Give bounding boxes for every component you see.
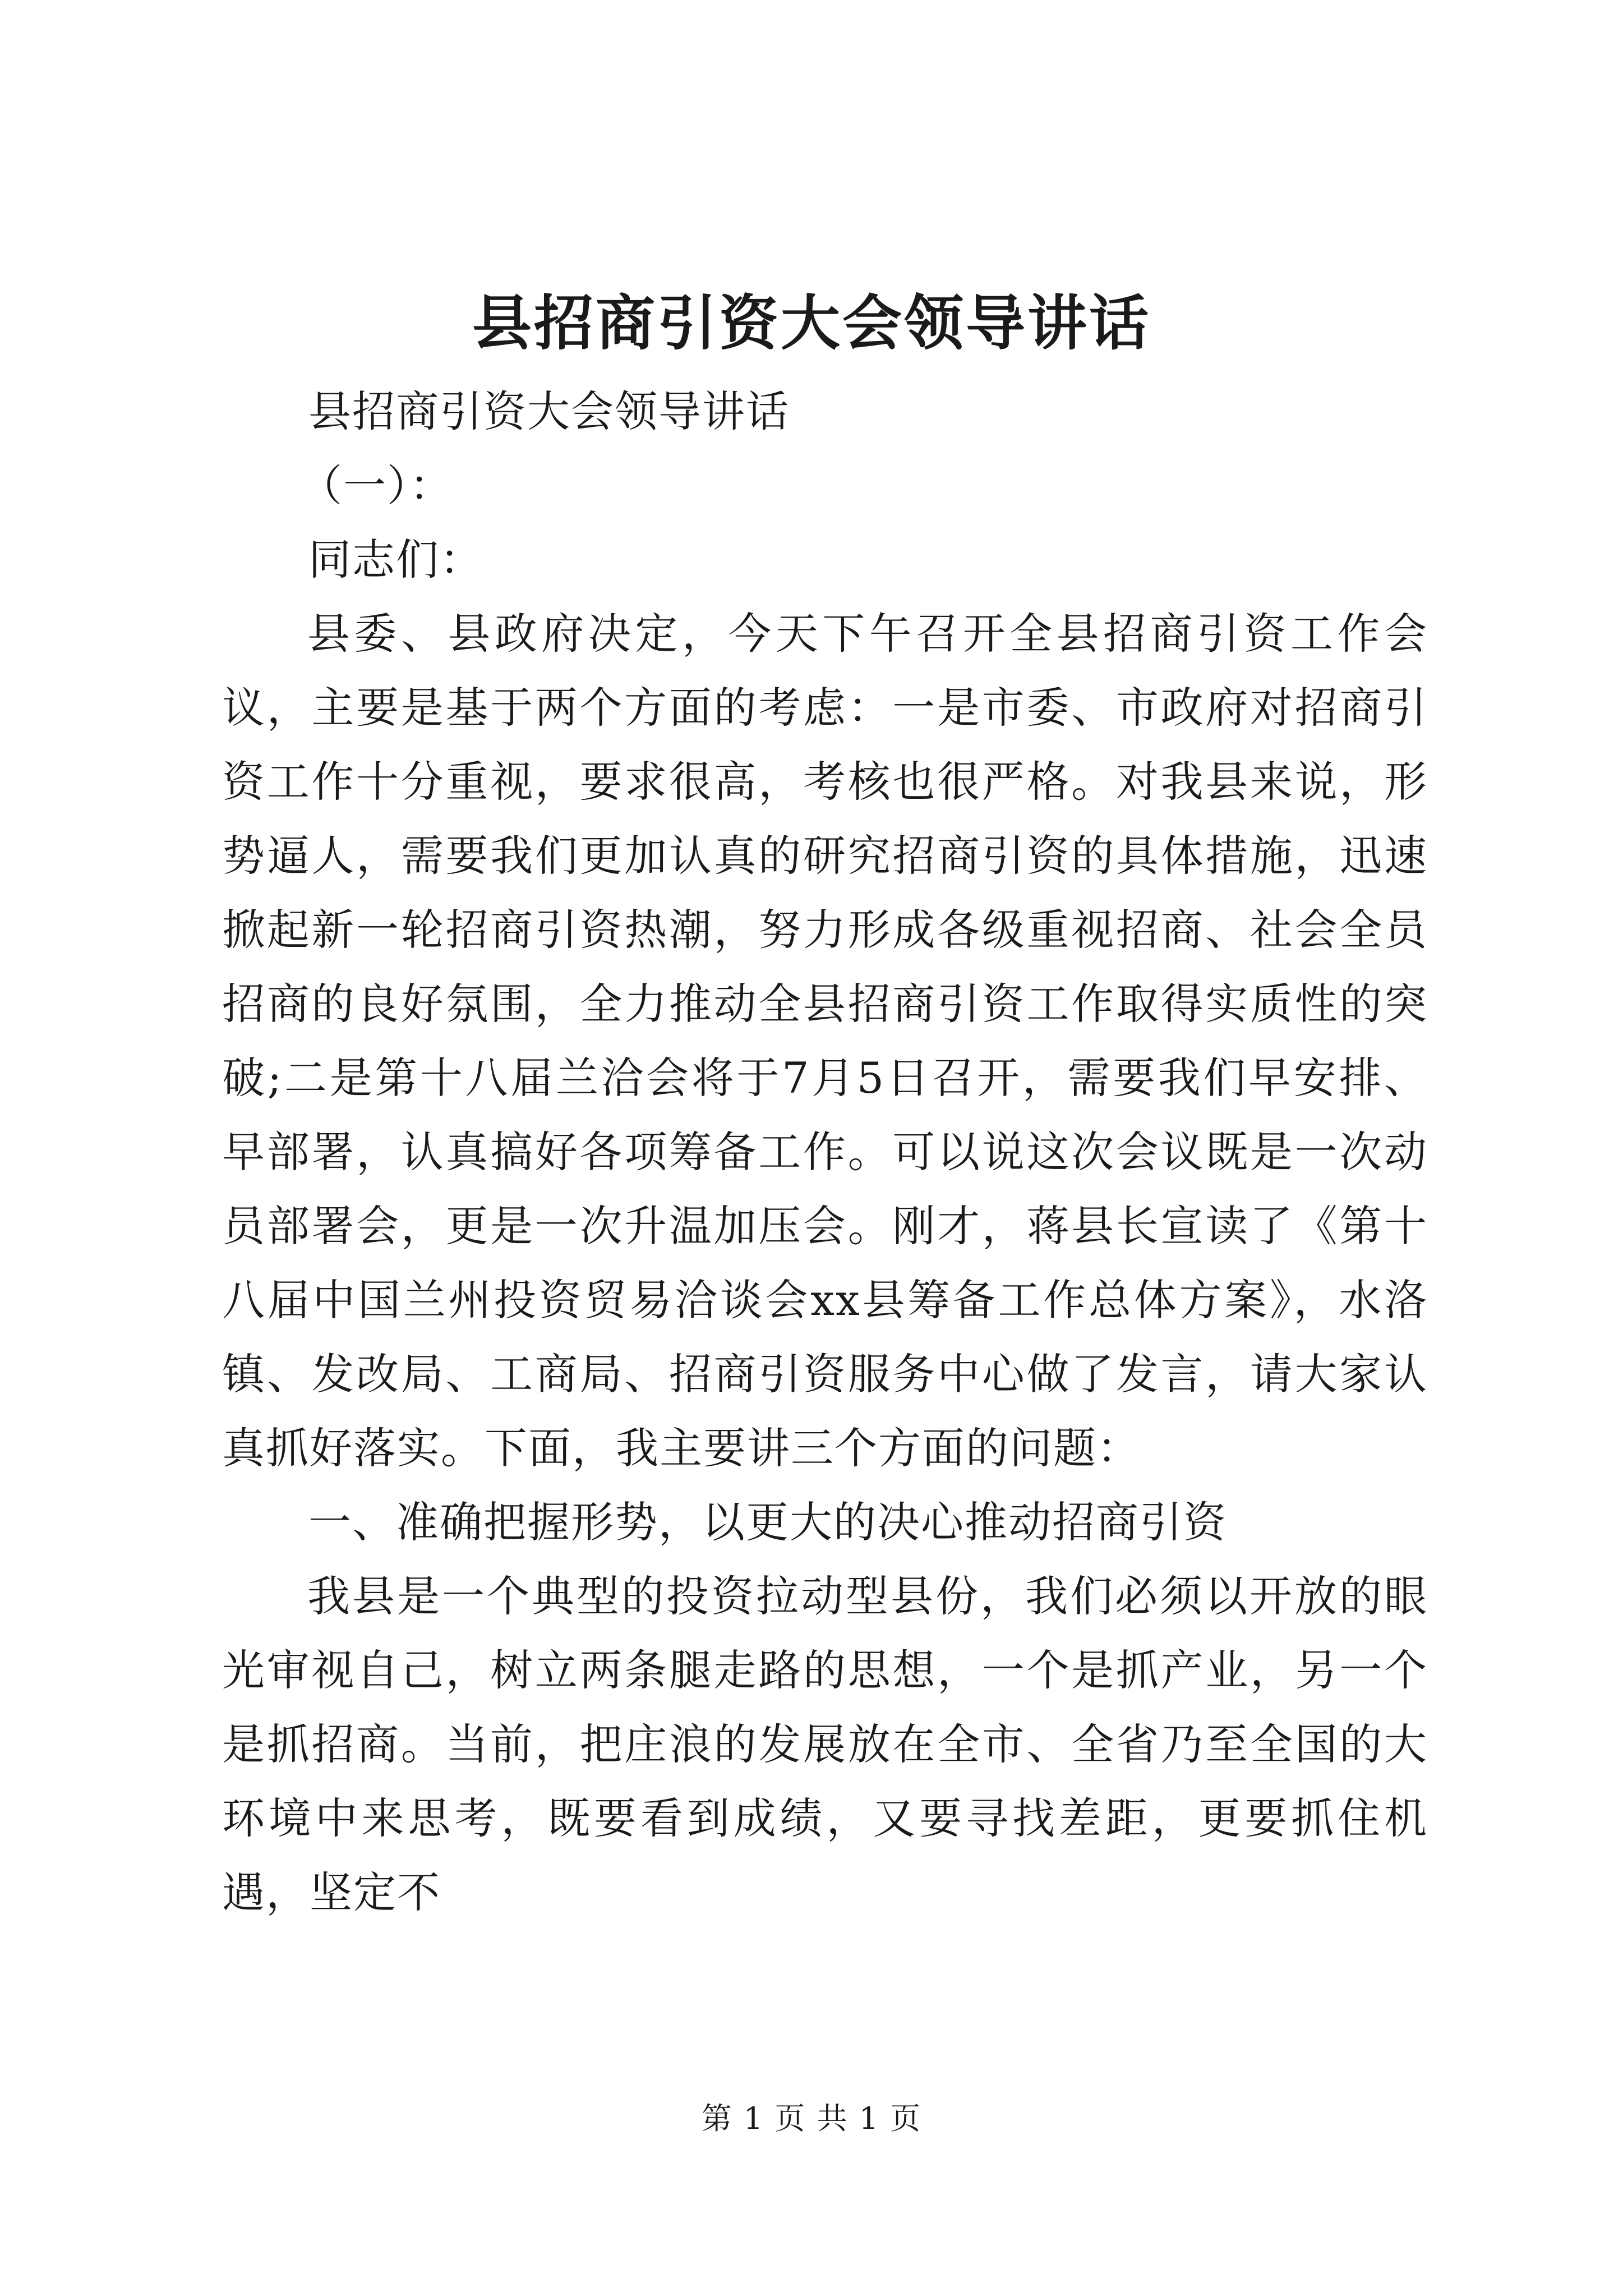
page-footer: 第 1 页 共 1 页 <box>701 2101 922 2136</box>
section-heading-paragraph: 一、准确把握形势，以更大的决心推动招商引资 <box>308 1497 1227 1547</box>
document-title: 县招商引资大会领导讲话 <box>472 288 1151 358</box>
salutation-paragraph: 同志们： <box>308 535 483 585</box>
body-paragraph: 我县是一个典型的投资拉动型县份，我们必须以开放的眼光审视自己，树立两条腿走路的思想，一个是抓产业，另一个是抓招商。当前，把庄浪的发展放在全市、全省乃至全国的大环境中来思考，既要看到成绩，又要寻找差距，更要抓住机遇，坚定不 <box>222 1571 1428 1917</box>
subtitle-paragraph: 县招商引资大会领导讲话 <box>308 386 790 436</box>
document-body <box>222 375 1428 1930</box>
body-paragraph: 县委、县政府决定，今天下午召开全县招商引资工作会议，主要是基于两个方面的考虑：一是市委、市政府对招商引资工作十分重视，要求很高，考核也很严格。对我县来说，形势逼人，需要我们更加认真的研究招商引资的具体措施，迅速掀起新一轮招商引资热潮，努力形成各级重视招商、社会全员招商的良好氛围，全力推动全县招商引资工作取得实质性的突破;二是第十八届兰洽会将于7月5日召开，需要我们早安排、早部署，认真搞好各项筹备工作。可以说这次会议既是一次动员部署会，更是一次升温加压会。刚才，蒋县长宣读了《第十八届中国兰州投资贸易洽谈会xx县筹备工作总体方案》，水洛镇、发改局、工商局、招商引资服务中心做了发言，请大家认真抓好落实。下面，我主要讲三个方面的问题： <box>222 609 1428 1473</box>
section-number-paragraph: （一）： <box>299 461 453 510</box>
